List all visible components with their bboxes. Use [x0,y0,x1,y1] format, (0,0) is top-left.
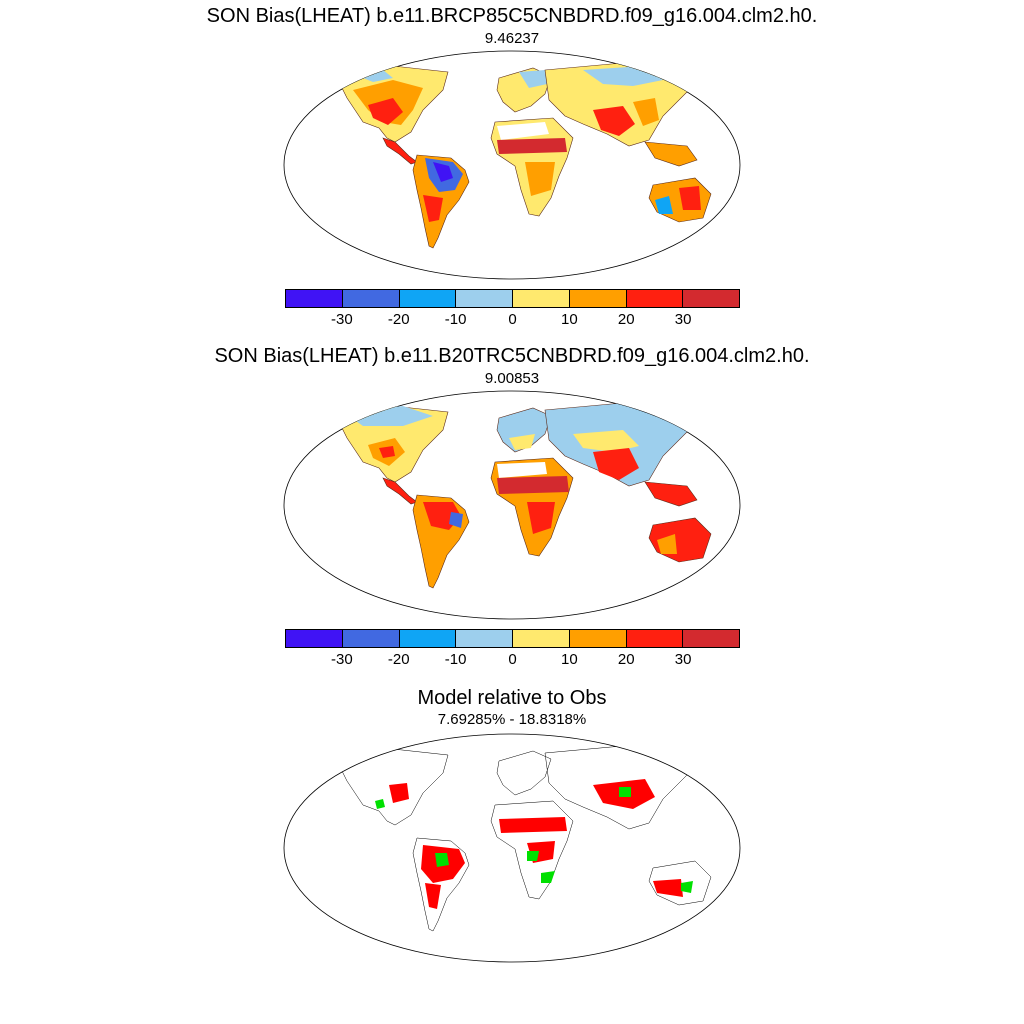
panel-3-subtitle: 7.69285% - 18.8318% [437,711,587,728]
colorbar-tick-label: 30 [674,651,692,668]
colorbar-swatch [683,630,739,647]
colorbar-tick-label: -10 [444,311,467,328]
panel-1-title: SON Bias(LHEAT) b.e11.BRCP85C5CNBDRD.f09_g16.004.clm2.h0. [206,5,818,27]
colorbar-tick-label: 0 [508,311,517,328]
panel-2-subtitle: 9.00853 [484,370,540,387]
colorbar-swatch [627,630,684,647]
better-region [435,853,449,867]
panel-1-colorbar [285,289,740,308]
panel-3-title: Model relative to Obs [417,687,607,709]
colorbar-tick-label: 20 [617,651,635,668]
colorbar-swatch [456,290,513,307]
panel-2-colorbar [285,629,740,648]
colorbar-swatch [400,630,457,647]
panel-2-colorbar-ticks [285,651,740,669]
colorbar-tick-label: -20 [387,651,410,668]
panel-1-colorbar-ticks [285,311,740,329]
panel-2-title: SON Bias(LHEAT) b.e11.B20TRC5CNBDRD.f09_g16.004.clm2.h0. [214,345,810,367]
panel-3-map [283,733,741,963]
colorbar-swatch [400,290,457,307]
colorbar-tick-label: -30 [331,311,353,328]
colorbar-swatch [570,290,627,307]
colorbar-swatch [343,290,400,307]
colorbar-swatch [627,290,684,307]
panel-2-map [283,390,741,620]
colorbar-swatch [456,630,513,647]
better-region [681,881,693,893]
better-region [527,851,539,861]
colorbar-tick-label: 20 [617,311,635,328]
colorbar-swatch [513,290,570,307]
colorbar-swatch [286,290,343,307]
colorbar-tick-label: 0 [508,651,517,668]
colorbar-tick-label: 10 [561,651,578,668]
colorbar-tick-label: 10 [561,311,578,328]
colorbar-swatch [683,290,739,307]
panel-1-subtitle: 9.46237 [484,30,540,47]
better-region [619,787,631,797]
colorbar-tick-label: -30 [331,651,353,668]
colorbar-swatch [286,630,343,647]
colorbar-swatch [570,630,627,647]
colorbar-tick-label: -10 [444,651,467,668]
panel-1-map [283,50,741,280]
colorbar-swatch [343,630,400,647]
worse-region [499,817,567,833]
colorbar-tick-label: 30 [674,311,692,328]
colorbar-swatch [513,630,570,647]
colorbar-tick-label: -20 [387,311,410,328]
